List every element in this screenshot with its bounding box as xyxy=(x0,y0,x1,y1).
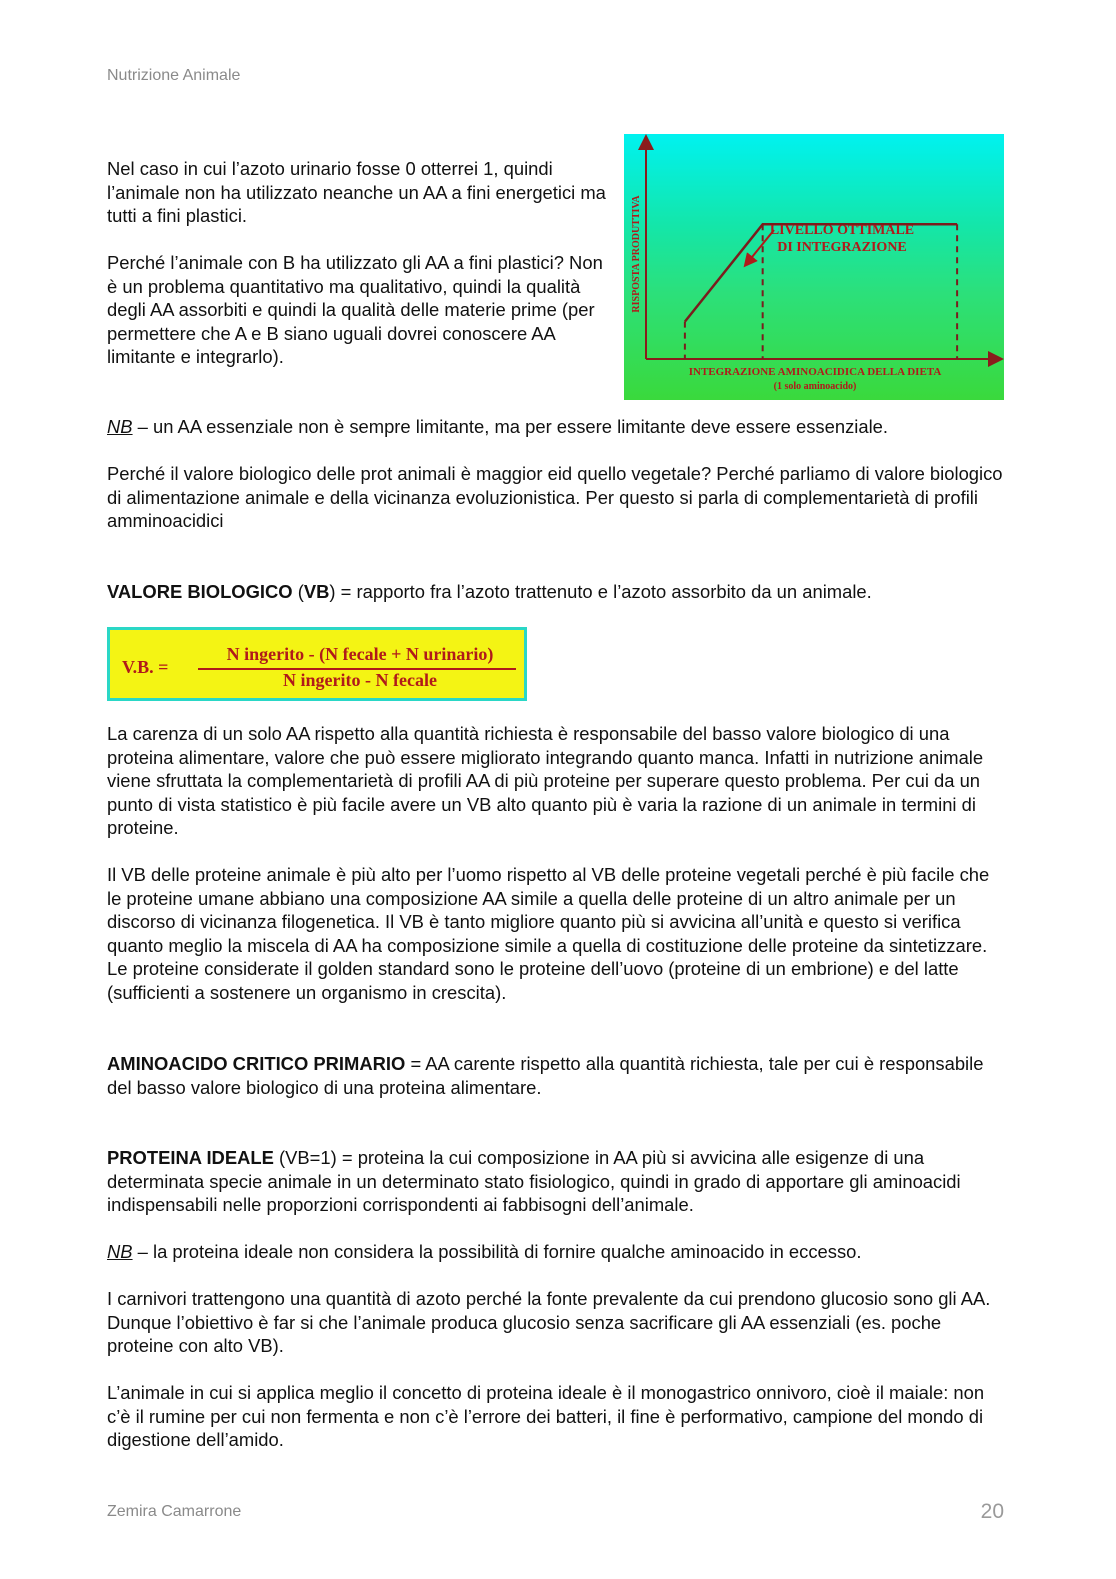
paragraph-7: L’animale in cui si applica meglio il concetto di proteina ideale è il monogastrico onnivoro, cioè il maiale: non c’è il rumine per cui non fermenta e non c’è l’errore dei batteri, il fine è performativo, campione del mondo di digestione dell’amido. xyxy=(107,1382,985,1451)
chart-title-line2: DI INTEGRAZIONE xyxy=(777,240,907,255)
formula-lhs: V.B. = xyxy=(122,657,169,677)
pi-definition xyxy=(107,1146,1007,1217)
pi-text: (VB=1) = proteina la cui composizione in AA più si avvicina alle esigenze di una determinata specie animale in un determinato stato fisiologico, quindi in grado di apportare gli aminoacidi indispensabili nelle proporzioni corrispondenti ai fabbisogni dell’animale. xyxy=(107,1147,961,1216)
vb-definition xyxy=(107,580,1007,604)
chart-svg xyxy=(624,134,1004,400)
pi-term: PROTEINA IDEALE xyxy=(107,1147,274,1168)
running-header: Nutrizione Animale xyxy=(107,67,241,84)
acp-text: = AA carente rispetto alla quantità richiesta, tale per cui è responsabile del basso valore biologico di una proteina alimentare. xyxy=(107,1053,984,1098)
paragraph-6: I carnivori trattengono una quantità di azoto perché la fonte prevalente da cui prendono glucosio sono gli AA. Dunque l’obiettivo è far si che l’animale produca glucosio senza sacrificare gli AA essenziali (es. poche proteine con alto VB). xyxy=(107,1288,991,1357)
acp-definition xyxy=(107,1052,1007,1099)
chart-title-line1: LIVELLO OTTIMALE xyxy=(769,223,915,238)
x-axis-label: INTEGRAZIONE AMINOACIDICA DELLA DIETA xyxy=(688,366,942,378)
y-axis-label: RISPOSTA PRODUTTIVA xyxy=(631,195,642,313)
vb-open: ( xyxy=(292,581,304,602)
paragraph-4: La carenza di un solo AA rispetto alla quantità richiesta è responsabile del basso valore biologico di una proteina alimentare, valore che può essere migliorato integrando quanto manca. Infatti in nutrizione animale viene sfruttata la complementarietà di profili AA di più proteine per superare questo problema. Per cui da un punto di vista statistico è più facile avere un VB alto quanto più è varia la razione di un animale in termini di proteine. xyxy=(107,723,984,839)
nb-label: NB xyxy=(107,416,133,437)
paragraph-intro-1: Nel caso in cui l’azoto urinario fosse 0 otterrei 1, quindi l’animale non ha utilizzato neanche un AA a fini energetici ma tutti a fini plastici. xyxy=(107,158,606,227)
paragraph-3: Perché il valore biologico delle prot animali è maggior eid quello vegetale? Perché parliamo di valore biologico di alimentazione animale e della vicinanza evoluzionistica. Per questo si parla di complementarietà di profili amminoacidici xyxy=(107,463,1003,532)
paragraph-5: Il VB delle proteine animale è più alto per l’uomo rispetto al VB delle proteine vegetali perché è più facile che le proteine umane abbiano una composizione AA simile a quella delle proteine di un altro animale per un discorso di vicinanza filogenetica. Il VB è tanto migliore quanto più si avvicina all’unità e questo si verifica quanto meglio la miscela di AA ha composizione simile a quella di costituzione delle proteine da sintetizzare. Le proteine considerate il golden standard sono le proteine dell’uovo (proteine di un embrione) e del latte (sufficienti a sostenere un organismo in crescita). xyxy=(107,864,990,1003)
vb-close: ) xyxy=(329,581,336,602)
response-series-line xyxy=(685,224,957,321)
nb-label: NB xyxy=(107,1241,133,1262)
paragraph-intro-2: Perché l’animale con B ha utilizzato gli AA a fini plastici? Non è un problema quantitativo ma qualitativo, quindi la qualità degli AA assorbiti e quindi la qualità delle materie prime (per permettere che A e B siano uguali dovrei conoscere AA limitante e integrarlo). xyxy=(107,252,603,368)
vb-abbr: VB xyxy=(303,581,330,602)
integration-chart xyxy=(624,134,1004,400)
formula-numerator: N ingerito - (N fecale + N urinario) xyxy=(226,644,494,664)
nb-note-1 xyxy=(107,415,1007,439)
x-axis-sublabel: (1 solo aminoacido) xyxy=(773,381,857,392)
vb-term: VALORE BIOLOGICO xyxy=(107,581,293,602)
vb-formula xyxy=(107,627,527,701)
nb-text: – un AA essenziale non è sempre limitante, ma per essere limitante deve essere essenziale. xyxy=(132,416,889,437)
vb-text: = rapporto fra l’azoto trattenuto e l’azoto assorbito da un animale. xyxy=(335,581,872,602)
page-number: 20 xyxy=(980,1500,1004,1523)
nb-note-2 xyxy=(107,1240,1007,1264)
acp-term: AMINOACIDO CRITICO PRIMARIO xyxy=(107,1053,406,1074)
nb-text: – la proteina ideale non considera la possibilità di fornire qualche aminoacido in eccesso. xyxy=(132,1241,862,1262)
formula-denominator: N ingerito - N fecale xyxy=(283,670,437,690)
footer-author: Zemira Camarrone xyxy=(107,1503,242,1520)
